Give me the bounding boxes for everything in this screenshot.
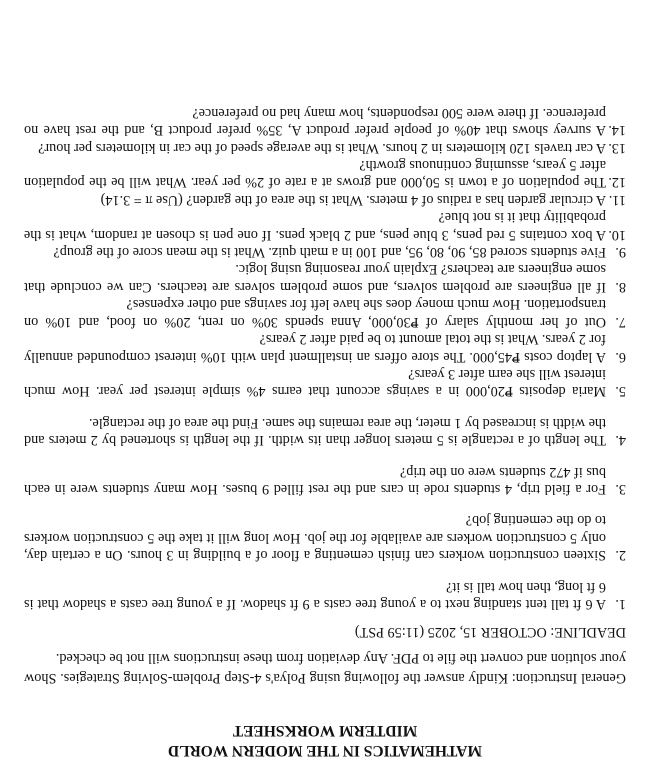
general-instruction: General Instruction: Kindly answer the following using Polya's 4-Step Problem-Solving Strategies. Show your solution and convert the file to PDF. Any deviation from these instructions will not be checked.: [24, 650, 626, 686]
problem-item: [24, 511, 626, 563]
problem-item: [24, 577, 626, 612]
problem-text: A 6 ft tall tent standing next to a young tree casts a 9 ft shadow. If a young tree casts a shadow that is 6 ft long, then how tall is it?: [24, 578, 606, 612]
problem-number: 11.: [608, 191, 626, 208]
problem-number: 7.: [615, 313, 626, 330]
problem-number: 9.: [615, 244, 626, 261]
problem-item: [24, 295, 626, 330]
problem-text: A circular garden has a radius of 4 meters. What is the area of the garden? (Use π = 3.14): [100, 191, 606, 208]
problem-item: [24, 156, 626, 191]
problem-item: [24, 103, 626, 138]
title-line-1: MATHEMATICS IN THE MODERN WORLD: [167, 742, 483, 759]
problem-text: If all engineers are problem solvers, and some problem solvers are teachers. Can we conclude that some engineers are teachers? Explain your reasoning using logic.: [24, 261, 606, 295]
problem-text: A laptop costs ₱45,000. The store offers an installment plan with 10% interest compounded annually for 2 years. What is the total amount to be paid after 2 years?: [24, 331, 606, 365]
title-line-2: MIDTERM WORKSHEET: [232, 722, 418, 739]
problem-item: [24, 243, 626, 260]
problem-text: The population of a town is 50,000 and grows at a rate of 2% per year. What will be the population after 5 years, assuming continuous growth?: [24, 157, 606, 191]
problem-text: Maria deposits ₱20,000 in a savings account that earns 4% simple interest per year. How much interest will she earn after 3 years?: [24, 365, 606, 400]
deadline: DEADLINE: OCTOBER 15, 2025 (11:59 PST): [354, 624, 626, 640]
problem-item: [24, 260, 626, 295]
problem-item: [24, 462, 626, 497]
problem-text: A box contains 5 red pens, 3 blue pens, and 2 black pens. If one pen is chosen at random, what is the probability that it is not blue?: [24, 209, 606, 243]
problem-item: [24, 190, 626, 207]
problem-text: A survey shows that 40% of people prefer product A, 35% prefer product B, and the rest have no preference. If there were 500 respondents, how many had no preference?: [24, 104, 606, 139]
problem-text: Out of her monthly salary of ₱30,000, Anna spends 30% on rent, 20% on food, and 10% on transportation. How much money does she have left for savings and other expenses?: [24, 296, 606, 330]
worksheet-content: [24, 103, 626, 760]
problem-list: [24, 103, 626, 612]
problem-number: 3.: [615, 480, 626, 497]
problem-number: 12.: [608, 174, 626, 191]
problem-text: A car travels 120 kilometers in 2 hours. What is the average speed of the car in kilometers per hour?: [38, 139, 606, 156]
problem-number: 4.: [615, 432, 626, 449]
problem-item: [24, 365, 626, 400]
problem-number: 8.: [615, 278, 626, 295]
problem-number: 10.: [608, 226, 626, 243]
problem-item: [24, 138, 626, 155]
problem-number: 13.: [608, 139, 626, 156]
problem-number: 2.: [615, 547, 626, 564]
problem-number: 6.: [615, 348, 626, 365]
problem-text: The length of a rectangle is 5 meters longer than its width. If the length is shortened by 2 meters and the width is increased by 1 meter, the area remains the same. Find the area of the rectangle.: [24, 414, 606, 449]
problem-item: [24, 413, 626, 448]
problem-number: 1.: [615, 596, 626, 612]
problem-item: [24, 208, 626, 243]
problem-item: [24, 330, 626, 365]
problem-number: 14.: [608, 122, 626, 139]
problem-number: 5.: [615, 383, 626, 400]
problem-text: Five students scored 85, 90, 80, 95, and 100 in a math quiz. What is the mean score of the group?: [53, 244, 606, 261]
problem-text: Sixteen construction workers can finish cementing a floor of a building in 3 hours. On a certain day, only 5 construction workers are available for the job. How long will it take the 5 construction workers to do the cementing job?: [24, 512, 606, 564]
problem-text: For a field trip, 4 students rode in cars and the rest filled 9 buses. How many students were in each bus if 472 students were on the trip?: [24, 463, 606, 497]
